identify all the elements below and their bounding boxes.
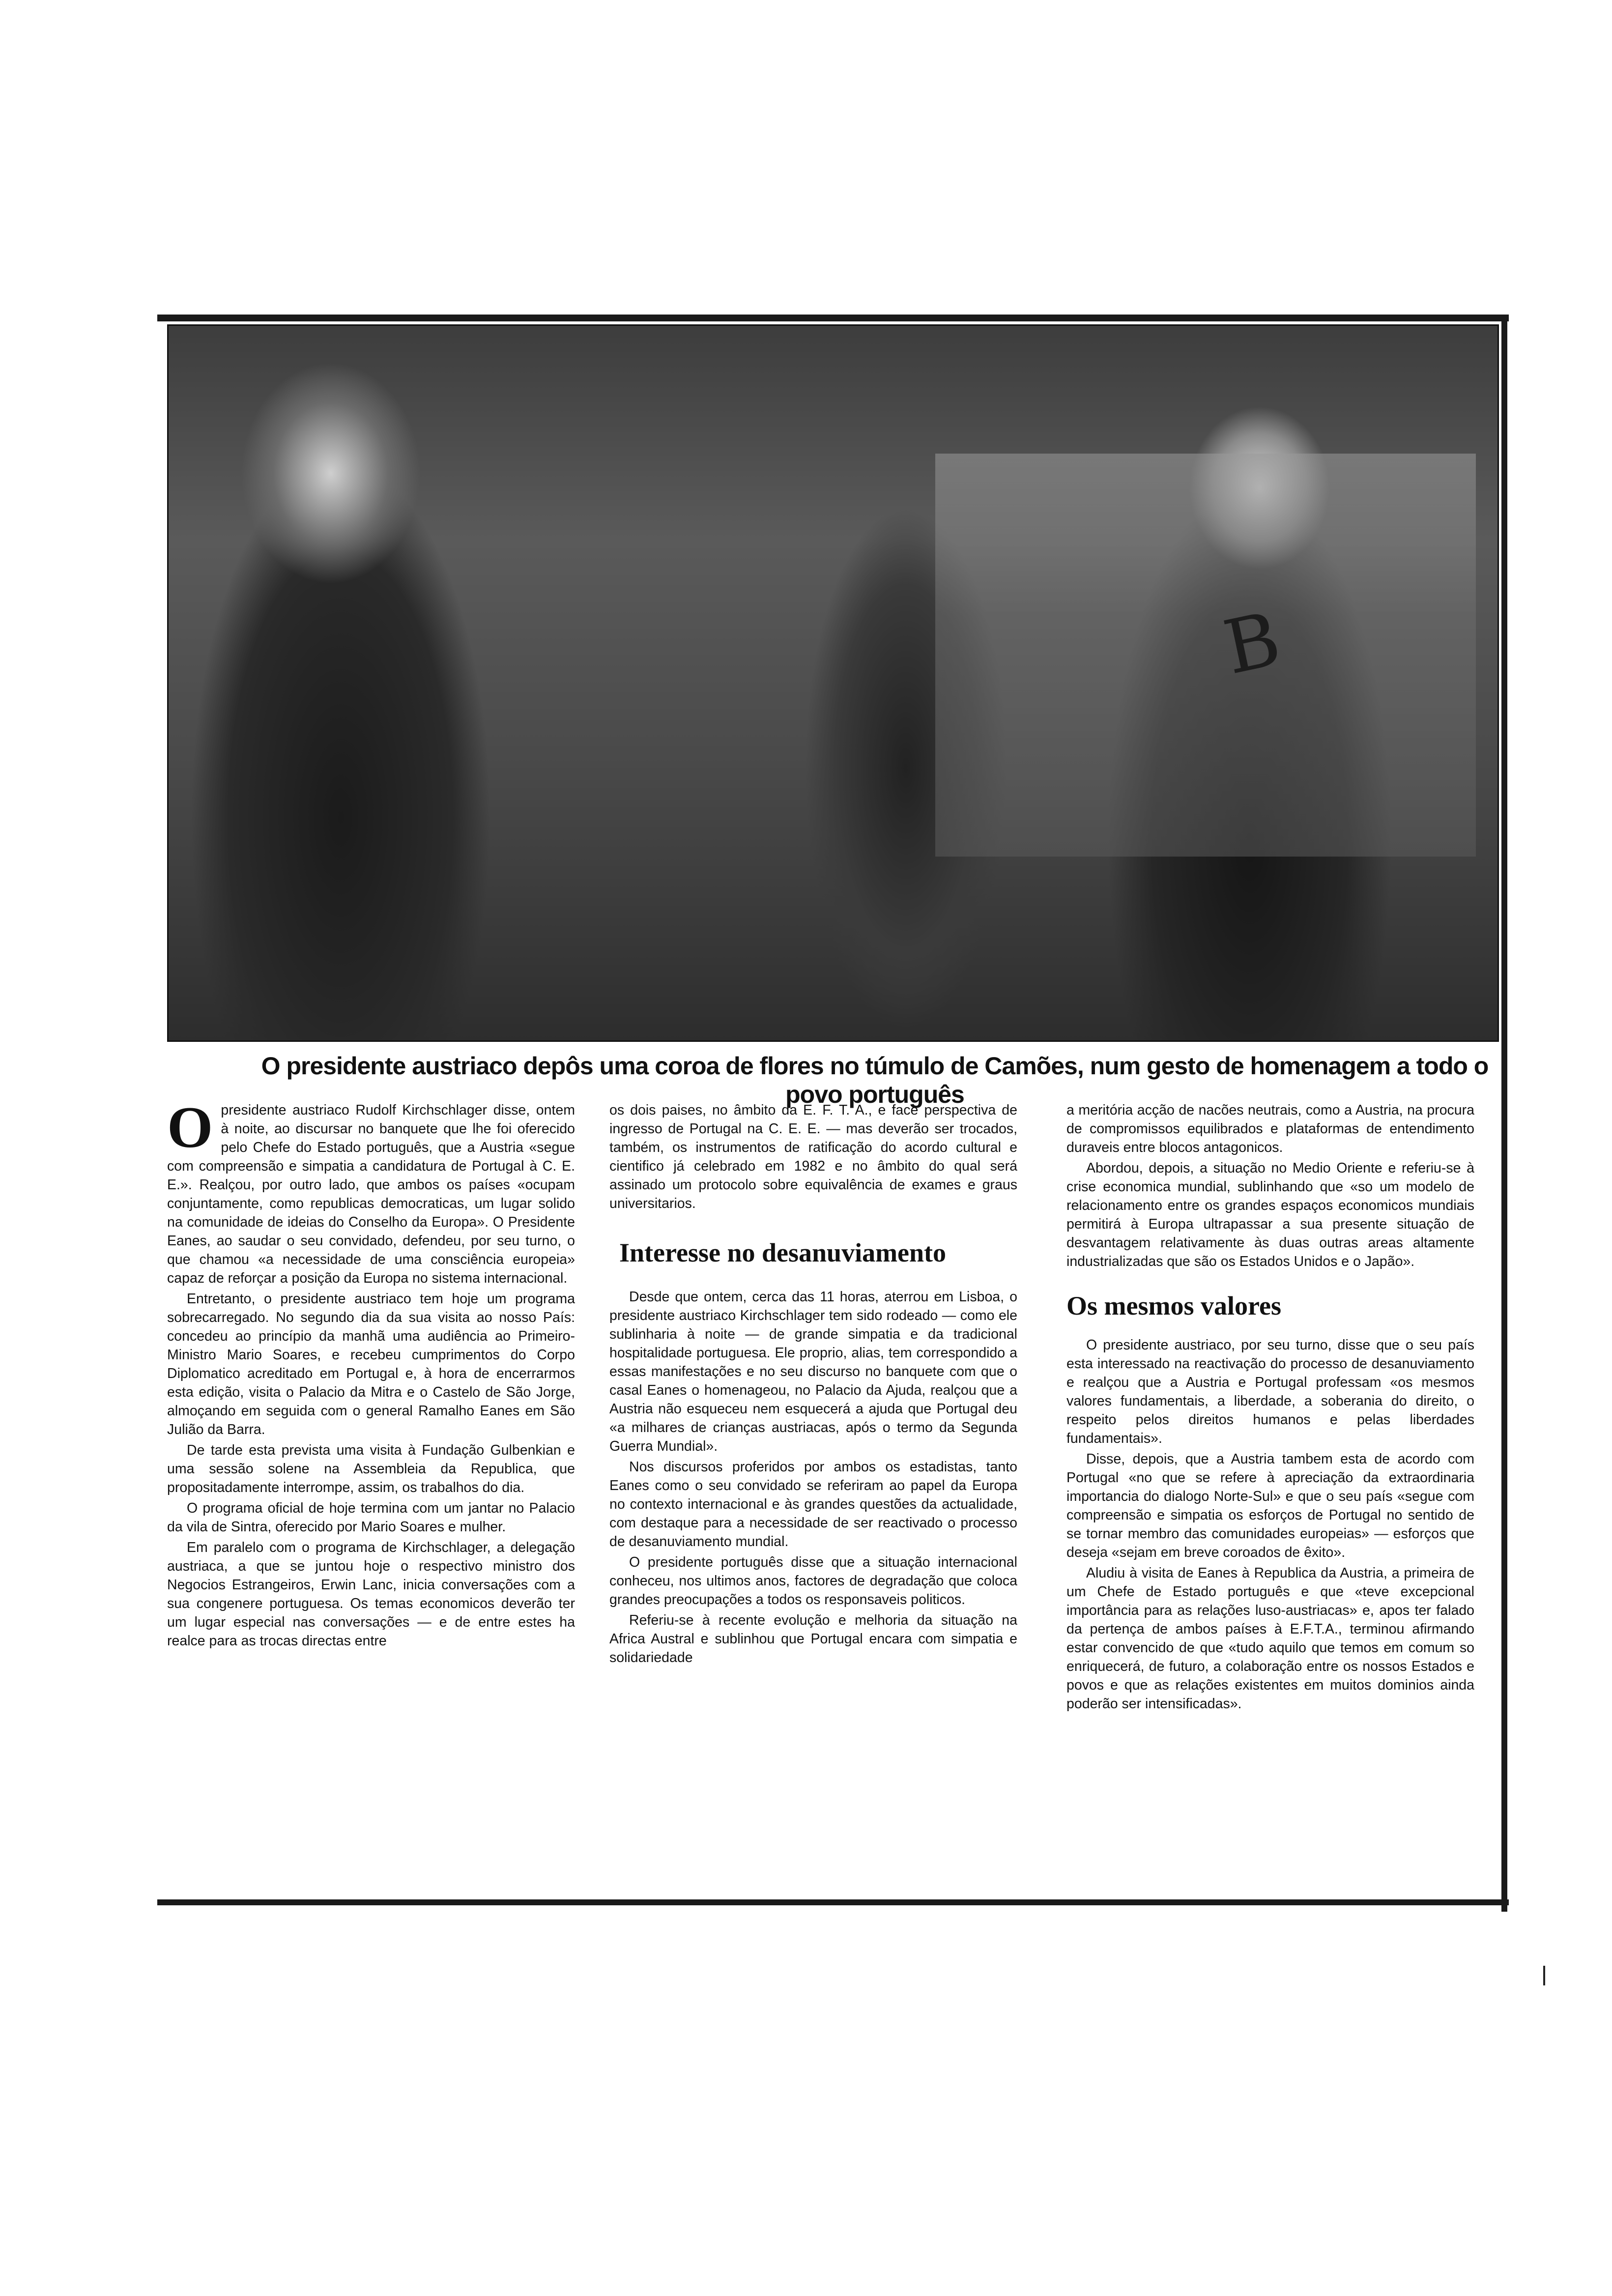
paragraph: Abordou, depois, a situação no Medio Oriente e referiu-se à crise economica mundial, sublinhando que «so um modelo de relacionamento entre os grandes espaços economicos mundiais permitirá à Europa ultrapassar a sua presente situação de desvantagem relativamente às duas outras areas altamente industrializadas que são os Estados Unidos e o Japão».: [1066, 1160, 1474, 1269]
drop-cap: O: [167, 1094, 213, 1160]
paragraph: O programa oficial de hoje termina com um jantar no Palacio da vila de Sintra, oferecido por Mario Soares e mulher.: [167, 1500, 575, 1535]
paragraph: Aludiu à visita de Eanes à Republica da Austria, a primeira de um Chefe de Estado português e que «teve excepcional importância para as relações luso-austriacas» e, apos ter falado da pertença de ambos países à E.F.T.A., terminou afirmando estar convencido de que «tudo aquilo que temos em comum so enriquecerá, de futuro, a colaboração entre os nossos Estados e povos e que as relações existentes em muitos dominios ainda poderão ser intensificadas».: [1066, 1565, 1474, 1712]
paragraph: O presidente português disse que a situação internacional conheceu, nos ultimos anos, factores de degradação que coloca grandes preocupações a todos os responsaveis politicos.: [609, 1554, 1017, 1607]
paragraph: Entretanto, o presidente austriaco tem hoje um programa sobrecarregado. No segundo dia da sua visita ao nosso País: concedeu ao princípio da manhã uma audiência ao Primeiro-Ministro Mario Soares, e recebeu cumprimentos do Corpo Diplomatico acreditado em Portugal e, à hora de encerrarmos esta edição, visita o Palacio da Mitra e o Castelo de São Jorge, almoçando em seguida com o general Ramalho Eanes em São Julião da Barra.: [167, 1291, 575, 1437]
column-3: [1066, 1101, 1474, 1715]
paragraph: a meritória acção de nacões neutrais, como a Austria, na procura de compromissos equilibrados e plataformas de entendimento duraveis entre blocos antagonicos.: [1066, 1102, 1474, 1155]
top-rule: [157, 315, 1509, 321]
newspaper-clipping: [157, 315, 1514, 1922]
paragraph: os dois paises, no âmbito da E. F. T. A., e face perspectiva de ingresso de Portugal na C. E. E. — mas deverão ser trocados, também, os instrumentos de ratificação do acordo cultural e cientifico já celebrado em 1982 e no âmbito do qual será assinado um protocolo sobre equivalência de exames e graus universitarios.: [609, 1102, 1017, 1211]
paragraph: [167, 1094, 575, 1288]
tomb-shape: [935, 454, 1476, 857]
column-1: [167, 1094, 575, 1652]
paragraph: O presidente austriaco, por seu turno, disse que o seu país esta interessado na reactivação do processo de desanuviamento e realçou que a Austria e Portugal professam «os mesmos valores fundamentais, a liberdade, a soberania do direito, o respeito pelos direitos humanos e pelas liberdades fundamentais».: [1066, 1337, 1474, 1446]
paragraph: Referiu-se à recente evolução e melhoria da situação na Africa Austral e sublinhou que Portugal encara com simpatia e solidariedade: [609, 1612, 1017, 1665]
photo-caption: O presidente austriaco depôs uma coroa de flores no túmulo de Camões, num gesto de homenagem a todo o povo português: [261, 1052, 1489, 1108]
handwritten-mark: B: [1217, 596, 1288, 691]
article-photo: [167, 324, 1499, 1042]
margin-mark: [1543, 1966, 1545, 1985]
column-2: [609, 1101, 1017, 1669]
bottom-rule: [157, 1899, 1509, 1905]
paragraph: De tarde esta prevista uma visita à Fundação Gulbenkian e uma sessão solene na Assembleia da Republica, que propositadamente interrompe, assim, os trabalhos do dia.: [167, 1442, 575, 1495]
paragraph: Desde que ontem, cerca das 11 horas, aterrou em Lisboa, o presidente austriaco Kirchschlager tem sido rodeado — como ele sublinharia à noite — de grande simpatia e da tradicional hospitalidade portuguesa. Ele proprio, alias, tem correspondido a essas manifestações e no seu discurso no banquete com que o casal Eanes o homenageou, no Palacio da Ajuda, realçou que a Austria não esqueceu nem esquecerá a ajuda que Portugal deu «a milhares de crianças austriacas, após o termo da Segunda Guerra Mundial».: [609, 1289, 1017, 1454]
right-rule: [1501, 315, 1507, 1912]
paragraph: Nos discursos proferidos por ambos os estadistas, tanto Eanes como o seu convidado se referiram ao papel da Europa no contexto internacional e às grandes questões da actualidade, com destaque para a necessidade de ser reactivado o processo de desanuviamento mundial.: [609, 1459, 1017, 1550]
section-heading: Interesse no desanuviamento: [619, 1238, 947, 1267]
section-heading: Os mesmos valores: [1066, 1291, 1281, 1320]
paragraph-text: presidente austriaco Rudolf Kirchschlager disse, ontem à noite, ao discursar no banquete que lhe foi oferecido pelo Chefe do Estado português, que a Austria «segue com compreensão e simpatia a candidatura de Portugal à C. E. E.». Realçou, por outro lado, que ambos os países «ocupam conjuntamente, como republicas democraticas, um lugar solido na comunidade de ideias do Conselho da Europa». O Presidente Eanes, ao saudar o seu convidado, defendeu, por seu turno, o que chamou «a necessidade de uma consciência europeia» capaz de reforçar a posição da Europa no sistema internacional.: [167, 1102, 575, 1286]
paragraph: Disse, depois, que a Austria tambem esta de acordo com Portugal «no que se refere à apreciação da extraordinaria importancia do dialogo Norte-Sul» e que o seu país «segue com compreensão e simpatia os esforços de Portugal no sentido de se tornar membro das comunidades europeias» — esforços que deseja «sejam em breve coroados de êxito».: [1066, 1451, 1474, 1560]
paragraph: Em paralelo com o programa de Kirchschlager, a delegação austriaca, a que se juntou hoje o respectivo ministro dos Negocios Estrangeiros, Erwin Lanc, inicia conversações com a sua congenere portuguesa. Os temas economicos deverão ter um lugar especial nas conversações — e de entre estes ha realce para as trocas directas entre: [167, 1540, 575, 1649]
